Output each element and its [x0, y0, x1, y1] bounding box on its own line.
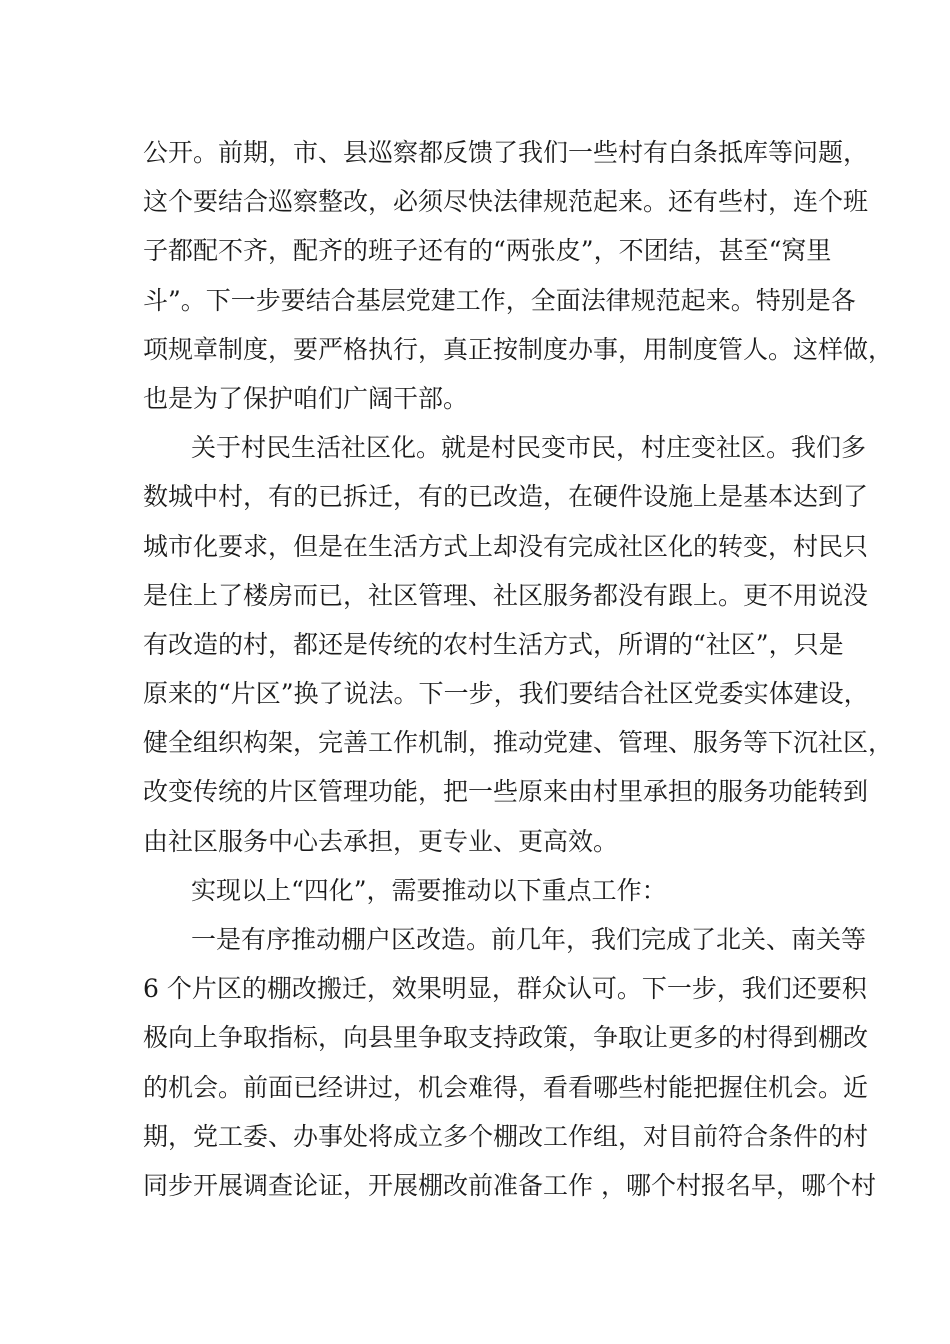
- text-line: 由社区服务中心去承担，更专业、更高效。: [143, 826, 619, 856]
- text-line: 期，党工委、办事处将成立多个棚改工作组，对目前符合条件的村: [143, 1121, 869, 1151]
- paragraph-start-line: 一是有序推动棚户区改造。前几年，我们完成了北关、南关等: [191, 925, 867, 954]
- text-line: 子都配不齐，配齐的班子还有的“两张皮”，不团结，甚至“窝里: [143, 236, 832, 266]
- text-line: 公开。前期，市、县巡察都反馈了我们一些村有白条抵库等问题，: [143, 138, 869, 167]
- text-line: 改变传统的片区管理功能，把一些原来由村里承担的服务功能转到: [143, 777, 869, 807]
- text-line: 健全组织构架，完善工作机制，推动党建、管理、服务等下沉社区，: [143, 728, 894, 758]
- text-line: 也是为了保护咱们广阔干部。: [143, 383, 469, 413]
- paragraph-start-line: 关于村民生活社区化。就是村民变市民，村庄变社区。我们多: [191, 433, 867, 463]
- text-line: 极向上争取指标，向县里争取支持政策，争取让更多的村得到棚改: [143, 1023, 869, 1053]
- text-line: 斗”。下一步要结合基层党建工作，全面法律规范起来。特别是各: [143, 285, 856, 315]
- text-line: 6 个片区的棚改搬迁，效果明显，群众认可。下一步，我们还要积: [143, 974, 867, 1004]
- text-line: 原来的“片区”换了说法。下一步，我们要结合社区党委实体建设，: [143, 679, 869, 709]
- text-line: 数城中村，有的已拆迁，有的已改造，在硬件设施上是基本达到了: [143, 482, 869, 512]
- text-line: 有改造的村，都还是传统的农村生活方式，所谓的“社区”，只是: [143, 629, 844, 659]
- text-line: 的机会。前面已经讲过，机会难得，看看哪些村能把握住机会。近: [143, 1072, 869, 1102]
- text-line: 同步开展调查论证，开展棚改前准备工作 ，哪个村报名早，哪个村: [143, 1170, 876, 1200]
- text-line: 这个要结合巡察整改，必须尽快法律规范起来。还有些村，连个班: [143, 187, 869, 217]
- body-text: [143, 128, 894, 1210]
- text-line: 项规章制度，要严格执行，真正按制度办事，用制度管人。这样做，: [143, 334, 894, 364]
- text-line: 城市化要求，但是在生活方式上却没有完成社区化的转变，村民只: [143, 531, 869, 561]
- text-line: 是住上了楼房而已，社区管理、社区服务都没有跟上。更不用说没: [143, 580, 869, 610]
- paragraph-start-line: 实现以上“四化”，需要推动以下重点工作：: [191, 875, 667, 905]
